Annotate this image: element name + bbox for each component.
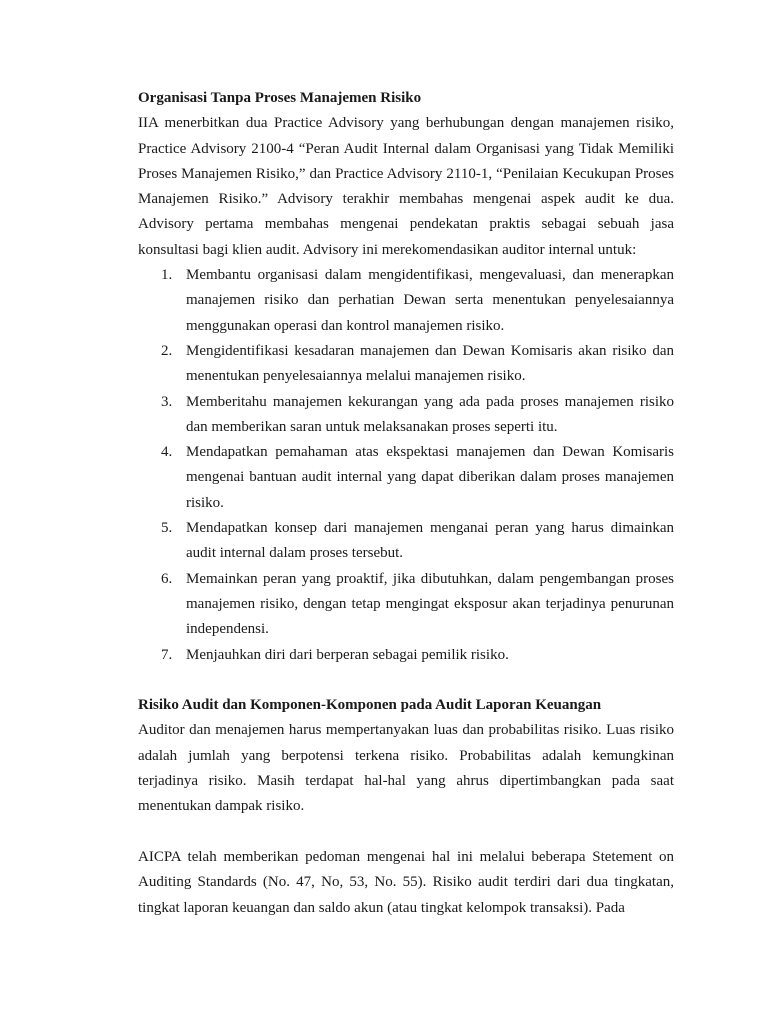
list-number: 5.	[161, 520, 173, 537]
list-item	[138, 567, 674, 643]
list-text: Menjauhkan diri dari berperan sebagai pemilik risiko.	[186, 646, 509, 663]
section-heading: Risiko Audit dan Komponen-Komponen pada Audit Laporan Keuangan	[138, 697, 602, 714]
list-number: 2.	[161, 342, 173, 359]
list-text: Mendapatkan pemahaman atas ekspektasi manajemen dan Dewan Komisaris mengenai bantuan audit internal yang dapat diberikan dalam proses manajemen risiko.	[186, 444, 674, 511]
list-item	[138, 339, 674, 390]
list-number: 1.	[161, 267, 173, 284]
paragraph-spacer	[138, 820, 674, 845]
recommendation-list	[138, 263, 674, 668]
list-text: Mengidentifikasi kesadaran manajemen dan Dewan Komisaris akan risiko dan menentukan penyelesaiannya melalui manajemen risiko.	[186, 342, 674, 385]
section-heading: Organisasi Tanpa Proses Manajemen Risiko	[138, 90, 422, 106]
list-text: Memainkan peran yang proaktif, jika dibutuhkan, dalam pengembangan proses manajemen risiko, dengan tetap mengingat eksposur akan terjadinya penurunan independensi.	[186, 570, 674, 638]
document-page	[138, 86, 674, 921]
list-item	[138, 390, 674, 441]
list-number: 6.	[161, 570, 173, 587]
list-text: Membantu organisasi dalam mengidentifikasi, mengevaluasi, dan menerapkan manajemen risiko dan perhatian Dewan serta menentukan penyelesaiannya menggunakan operasi dan kontrol manajemen risiko.	[186, 267, 674, 334]
list-item	[138, 643, 674, 668]
list-item	[138, 516, 674, 567]
list-item	[138, 440, 674, 516]
body-paragraph: Auditor dan menajemen harus mempertanyakan luas dan probabilitas risiko. Luas risiko adalah jumlah yang berpotensi terkena risiko. Probabilitas adalah kemungkinan terjadinya risiko. Masih terdapat hal-hal yang ahrus dipertimbangkan pada saat menentukan dampak risiko.	[138, 722, 674, 815]
list-text: Memberitahu manajemen kekurangan yang ada pada proses manajemen risiko dan memberikan saran untuk melaksanakan proses seperti itu.	[186, 393, 674, 435]
list-number: 4.	[161, 444, 173, 461]
intro-paragraph: IIA menerbitkan dua Practice Advisory yang berhubungan dengan manajemen risiko, Practice Advisory 2100-4 “Peran Audit Internal dalam Organisasi yang Tidak Memiliki Proses Manajemen Risiko,” dan Practice Advisory 2110-1, “Penilaian Kecukupan Proses Manajemen Risiko.” Advisory terakhir membahas mengenai aspek audit ke dua. Advisory pertama membahas mengenai pendekatan praktis sebagai sebuah jasa konsultasi bagi klien audit. Advisory ini merekomendasikan auditor internal untuk:	[138, 115, 674, 258]
section-spacer	[138, 668, 674, 693]
list-number: 7.	[161, 646, 173, 663]
list-text: Mendapatkan konsep dari manajemen menganai peran yang harus dimainkan audit internal dalam proses tersebut.	[186, 520, 674, 562]
list-number: 3.	[161, 393, 173, 410]
list-item	[138, 263, 674, 339]
body-paragraph: AICPA telah memberikan pedoman mengenai hal ini melalui beberapa Stetement on Auditing Standards (No. 47, No, 53, No. 55). Risiko audit terdiri dari dua tingkatan, tingkat laporan keuangan dan saldo akun (atau tingkat kelompok transaksi). Pada	[138, 848, 674, 916]
